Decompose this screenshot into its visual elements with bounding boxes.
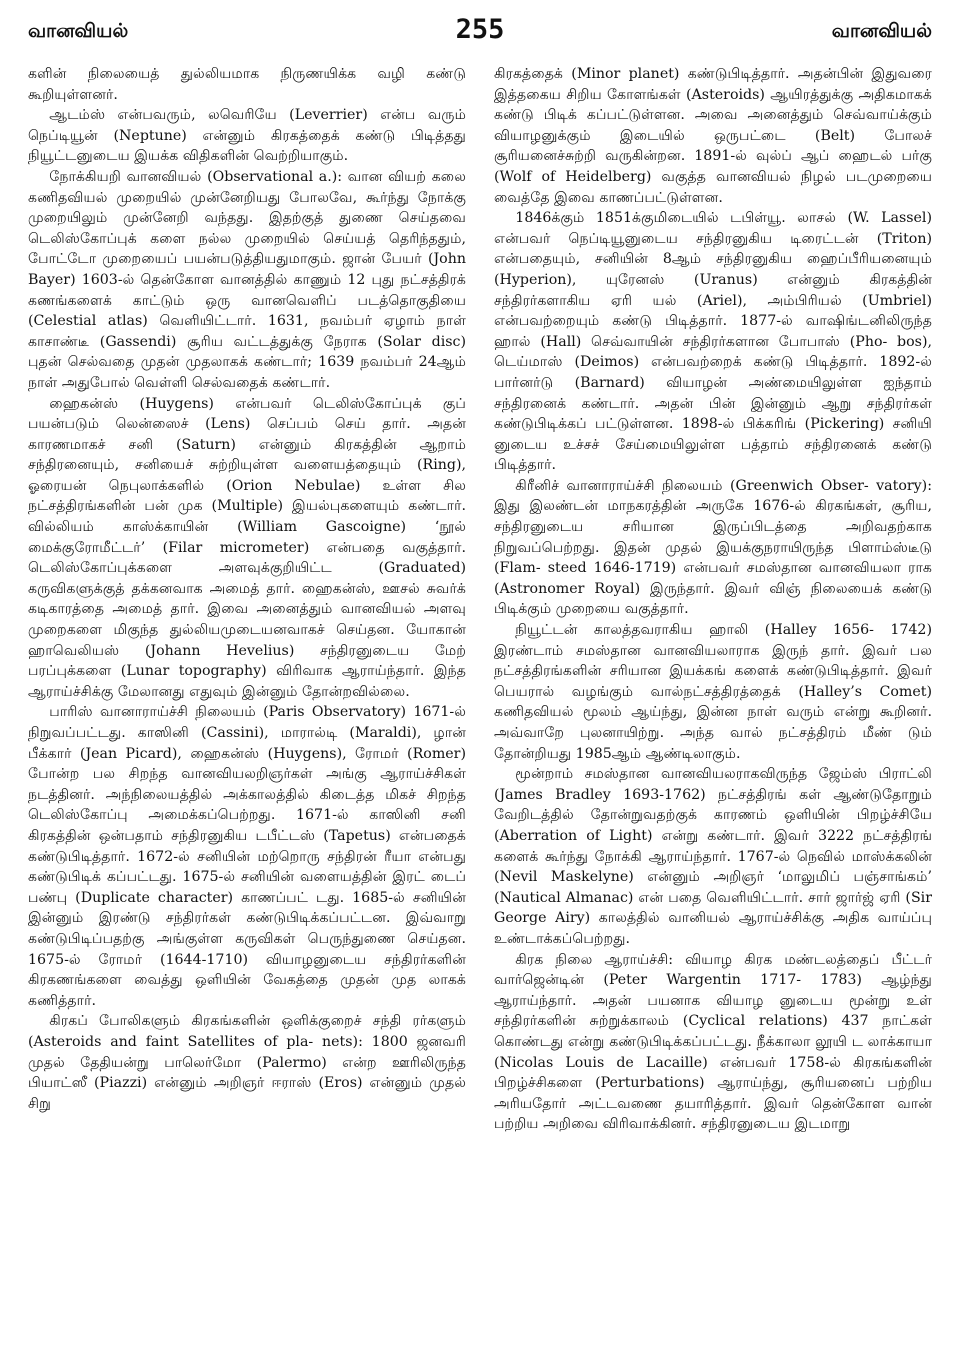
paragraph: கிரீனிச் வானாராய்ச்சி நிலையம் (Greenwich Obser- vatory): இது இலண்டன் மாநகரத்தின் அருகே 1676-ல் கிரகங்கள், சூரிய, சந்திரனுடைய சரியான இருப்பிடத்தை அறிவதற்காக நிறுவப்பெற்றது. இதன் முதல் இயக்குநராயிருந்த பிளாம்ஸ்டீடு (Flam- steed 1646-1719) என்பவர் சமஸ்தான வானவியலா ராக (Astronomer Royal) இருந்தார். இவர் விஞ் நிலையைக் கண்டு பிடிக்கும் முறையை வகுத்தார். — [494, 477, 932, 618]
running-head-left: வானவியல் — [28, 20, 129, 42]
right-column — [494, 64, 932, 1354]
paragraph: கிரக நிலை ஆராய்ச்சி: வியாழ கிரக மண்டலத்தைப் பீட்டர் வார்ஜென்டின் (Peter Wargentin 1717- 1783) ஆழ்ந்து ஆராய்ந்தார். அதன் பயனாக வியாழ னுடைய மூன்று உள் சந்திரர்களின் சுற்றுக்காலம் (Cyclical relations) 437 நாட்கள் கொண்டது என்று கண்டுபிடிக்கப்பட்டது. நீக்காலா லூயி ட லாக்காயா (Nicolas Louis de Lacaille) என்பவர் 1758-ல் கிரகங்களின் பிறழ்ச்சிகளை (Perturbations) ஆராய்ந்து, சூரியனைப் பற்றிய அரியதோர் அட்டவணை தயாரித்தார். இவர் தென்கோள வான் பற்றிய அறிவை விரிவாக்கினர். சந்திரனுடைய இடமாறு — [494, 951, 932, 1133]
running-head-right: வானவியல் — [831, 20, 932, 42]
paragraph: பாரிஸ் வானாராய்ச்சி நிலையம் (Paris Observatory) 1671-ல் நிறுவப்பட்டது. காஸினி (Cassini), மாரால்டி (Maraldi), ழான் பீக்கார் (Jean Picard), ஹைகன்ஸ் (Huygens), ரோமர் (Romer) போன்ற பல சிறந்த வானவியலறிஞர்கள் அங்கு ஆராய்ச்சிகள் நடத்தினர். அந்நிலையத்தில் அக்காலத்தில் கிடைத்த மிகச் சிறந்த டெலிஸ்கோப்பு அமைக்கப்பெற்றது. 1671-ல் காஸினி சனி கிரகத்தின் ஒன்பதாம் சந்திரனுகிய டபீட்டஸ் (Tapetus) என்பதைக் கண்டுபிடித்தார். 1672-ல் சனியின் மற்றொரு சந்திரன் ரீயா என்பது கண்டுபிடிக் கப்பட்டது. 1675-ல் சனியின் வளையத்தின் இரட் டைப் பண்பு (Duplicate character) காணப்பட் டது. 1685-ல் சனியின் இன்னும் இரண்டு சந்திரர்கள் கண்டுபிடிக்கப்பட்டன. இவ்வாறு கண்டுபிடிப்பதற்கு அங்குள்ள கருவிகள் பெருந்துணை செய்தன. 1675-ல் ரோமர் (1644-1710) வியாழனுடைய சந்திரர்களின் கிரகணங்களை வைத்து ஒளியின் வேகத்தை முதன் முத லாகக் கணித்தார். — [28, 704, 466, 1009]
paragraph: நியூட்டன் காலத்தவராகிய ஹாலி (Halley 1656- 1742) இரண்டாம் சமஸ்தான வானவியலாராக இருந் தார். இவர் பல நட்சத்திரங்களின் சரியான இயக்கங் களைக் கண்டுபிடித்தார். இவர் பெயரால் வழங்கும் வால்நட்சத்திரத்தைக் (Halley’s Comet) கணிதவியல் மூலம் ஆய்ந்து, இன்ன நாள் வரும் என்று கூறினர். அவ்வாறே புலனாயிற்று. அந்த வால் நட்சத்திரம் மீண் டும் தோன்றியது 1985ஆம் ஆண்டிலாகும். — [494, 622, 932, 762]
running-head — [28, 14, 932, 64]
left-column — [28, 64, 466, 1354]
paragraph: ஆடம்ஸ் என்பவரும், லவெரியே (Leverrier) என்ப வரும் நெப்டியூன் (Neptune) என்னும் கிரகத்தைக் கண்டு பிடித்தது நியூட்டனுடைய இயக்க விதிகளின் வெற்றியாகும். — [28, 107, 466, 165]
paragraph: கிரகத்தைக் (Minor planet) கண்டுபிடித்தார். அதன்பின் இதுவரை இத்தகைய சிறிய கோளங்கள் (Asteroids) ஆயிரத்துக்கு அதிகமாகக் கண்டு பிடிக் கப்பட்டுள்ளன. அவை அனைத்தும் செவ்வாய்க்கும் வியாழனுக்கும் இடையில் ஒருபட்டை (Belt) போலச் சூரியனைச்சுற்றி வருகின்றன. 1891-ல் வுல்ப் ஆப் ஹைடல் பர்கு (Wolf of Heidelberg) வகுத்த வானவியல் நிழல் படமுறையை வைத்தே இவை காணப்பட்டுள்ளன. — [494, 66, 932, 206]
paragraph: ஹைகன்ஸ் (Huygens) என்பவர் டெலிஸ்கோப்புக் குப் பயன்படும் லென்ஸைச் (Lens) செப்பம் செய் தார். அதன் காரணமாகச் சனி (Saturn) என்னும் கிரகத்தின் ஆறாம் சந்திரனையும், சனியைச் சுற்றியுள்ள வளையத்தையும் (Ring), ஓரையன் நெபுலாக்களில் (Orion Nebulae) உள்ள சில நட்சத்திரங்களின் பன் முக (Multiple) இயல்புகளையும் கண்டார். வில்லியம் காஸ்க்காயின் (William Gascoigne) ‘நூல் மைக்குரோமீட்டர்’ (Filar micrometer) என்பதை வகுத்தார். டெலிஸ்கோப்புக்களை அளவுக்குறியிட்ட (Graduated) கருவிகளுக்குத் தக்கனவாக அமைத் தார். ஹைகன்ஸ், ஊசல் சுவர்க் கடிகாரத்தை அமைத் தார். இவை அனைத்தும் வானவியல் அளவு முறைகளை மிகுந்த துல்லியமுடையனவாகச் செய்தன. யோகான் ஹாவெலியஸ் (Johann Hevelius) சந்திரனுடைய மேற் பரப்புக்களை (Lunar topography) விரிவாக ஆராய்ந்தார். இந்த ஆராய்ச்சிக்கு மேலானது எதுவும் இன்னும் தோன்றவில்லை. — [28, 395, 466, 700]
paragraph: கிரகப் போலிகளும் கிரகங்களின் ஒளிக்குறைச் சந்தி ரர்களும் (Asteroids and faint Satellites of pla- nets): 1800 ஜனவரி முதல் தேதியன்று பாலெர்மோ (Palermo) என்ற ஊரிலிருந்த பியாட்ஸீ (Piazzi) என்னும் அறிஞர் ஈராஸ் (Eros) என்னும் முதல் சிறு — [28, 1013, 466, 1112]
paragraph: மூன்றாம் சமஸ்தான வானவியலராகவிருந்த ஜேம்ஸ் பிராட்லி (James Bradley 1693-1762) நட்சத்திரங் கள் ஆண்டுதோறும் வேறிடத்தில் தோன்றுவதற்குக் காரணம் ஒளியின் பிறழ்ச்சியே (Aberration of Light) என்று கண்டார். இவர் 3222 நட்சத்திரங் களைக் கூர்ந்து நோக்கி ஆராய்ந்தார். 1767-ல் நெவில் மாஸ்க்கலின் (Nevil Maskelyne) என்னும் அறிஞர் ‘மாலுமிப் பஞ்சாங்கம்’ (Nautical Almanac) என் பதை வெளியிட்டார். சார் ஜார்ஜ் ஏரி (Sir George Airy) காலத்தில் வானியல் ஆராய்ச்சிக்கு அதிக வாய்ப்பு உண்டாக்கப்பெற்றது. — [494, 766, 932, 947]
paragraph: நோக்கியறி வானவியல் (Observational a.): வான வியற் கலை கணிதவியல் முறையில் முன்னேறியது போலவே, கூர்ந்து நோக்கு முறையிலும் முன்னேறி வந்தது. இதற்குத் துணை செய்தவை டெலிஸ்கோப்புக் களை நல்ல முறையில் செய்யத் தெரிந்ததும், போட்டோ முறையைப் பயன்படுத்தியதுமாகும். ஜான் பேயர் (John Bayer) 1603-ல் தென்கோள வானத்தில் காணும் 12 புது நட்சத்திரக் கணங்களைக் காட்டும் ஒரு வானவெளிப் படத்தொகுதியை (Celestial atlas) வெளியிட்டார். 1631, நவம்பர் ஏழாம் நாள் காசாண்டீ (Gassendi) சூரிய வட்டத்துக்கு நேராக (Solar disc) புதன் செல்வதை முதன் முதலாகக் கண்டார்; 1639 நவம்பர் 24ஆம் நாள் அதுபோல் வெள்ளி செல்வதைக் கண்டார். — [28, 168, 466, 391]
page-number: 255 — [455, 14, 505, 45]
paragraph: களின் நிலையைத் துல்லியமாக நிருணயிக்க வழி கண்டு கூறியுள்ளனர். — [28, 66, 466, 103]
paragraph: 1846க்கும் 1851க்குமிடையில் டபிள்யூ. லாசல் (W. Lassel) என்பவர் நெப்டியூனுடைய சந்திரனுகிய டிரைட்டன் (Triton) என்பதையும், சனியின் 8ஆம் சந்திரனுகிய ஹைப்பீரியனையும் (Hyperion), யுரேனஸ் (Uranus) என்னும் கிரகத்தின் சந்திரர்களாகிய ஏரி யல் (Ariel), அம்பிரியல் (Umbriel) என்பவற்றையும் கண்டு பிடித்தார். 1877-ல் வாஷிங்டனிலிருந்த ஹால் (Hall) செவ்வாயின் சந்திரர்களான போபாஸ் (Pho- bos), டெய்மாஸ் (Deimos) என்பவற்றைக் கண்டு பிடித்தார். 1892-ல் பார்னர்டு (Barnard) வியாழன் அண்மையிலுள்ள ஐந்தாம் சந்திரனைக் கண்டார். அதன் பின் இன்னும் ஆறு சந்திரர்கள் கண்டுபிடிக்கப் பட்டுள்ளன. 1898-ல் பிக்கரிங் (Pickering) சனியி னுடைய உச்சச் சேய்மையிலுள்ள பத்தாம் சந்திரனைக் கண்டு பிடித்தார். — [494, 210, 932, 474]
text-columns — [28, 64, 932, 1354]
